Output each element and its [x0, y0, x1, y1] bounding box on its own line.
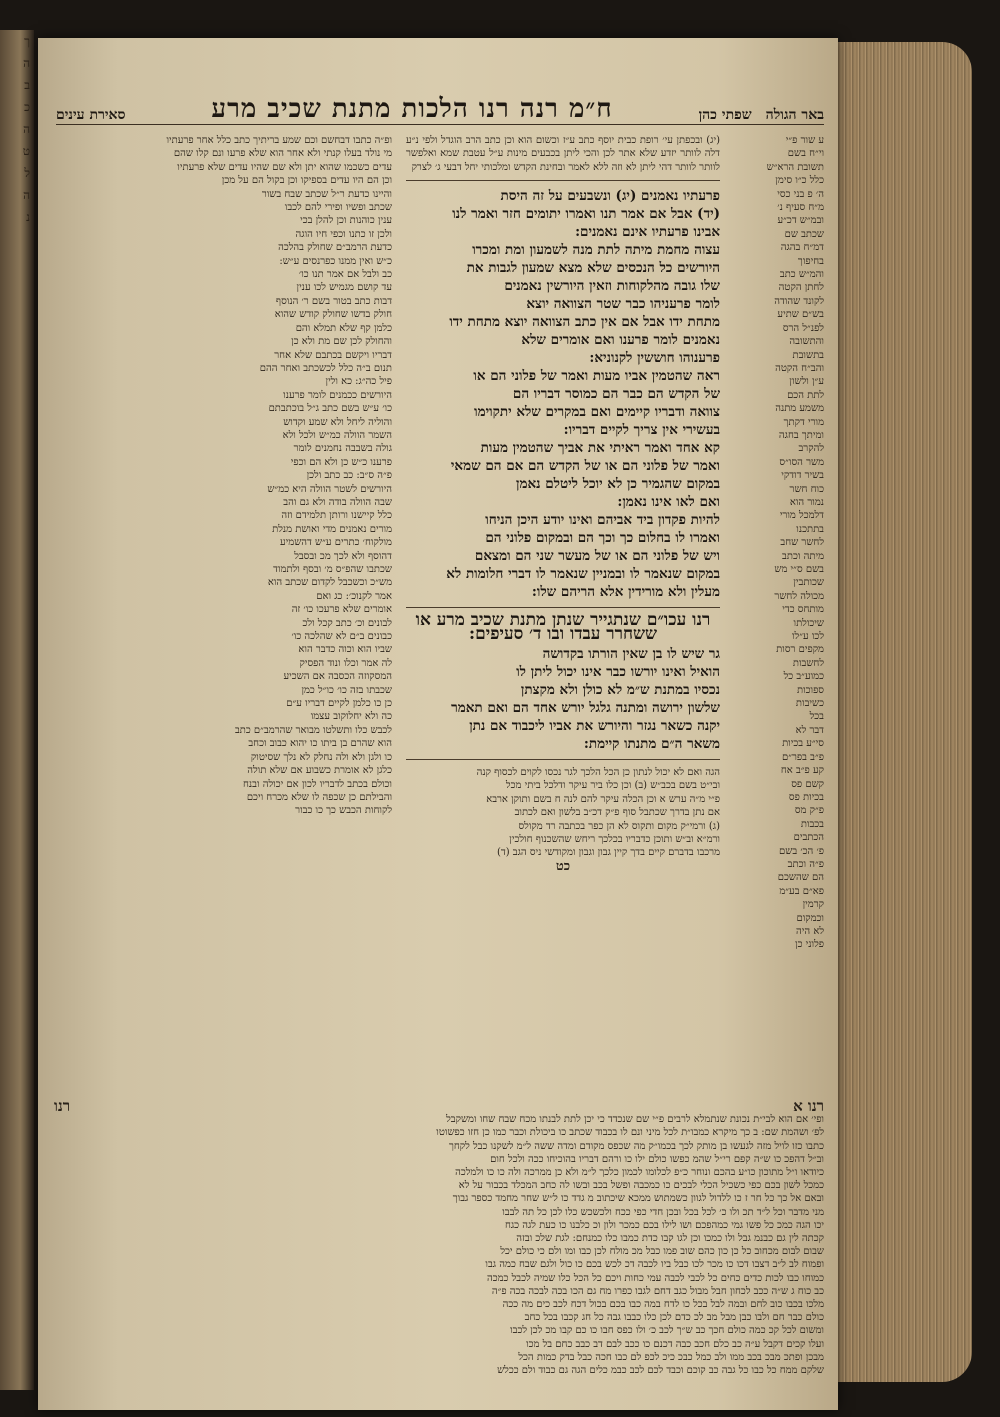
margin-note-line: ע״ן ולשון: [789, 376, 824, 388]
margin-note-line: דלמכל מורי: [779, 510, 824, 522]
margin-note-line: נמור הוא: [789, 496, 824, 508]
commentary-line: פ״י מ״ה ערש א וכן הכלה עיקר להם לנה ח בשם ותוקן ארבא: [486, 793, 720, 805]
page-title: ח״מ רנה רנו הלכות מתנת שכיב מרע: [211, 94, 613, 124]
margin-mark: ט: [22, 144, 30, 158]
commentary-line: גולה בשבבה נחמנים לומר: [293, 443, 392, 455]
main-text-line: במקום שהגמיר כן לא יוכל ליטלם נאמן: [516, 476, 720, 493]
margin-mark: ה: [23, 56, 30, 70]
commentary-line: ורמ״א וב״ש ותוכן כדבריו בכלכך ריחש שהשכנוף חולכין: [509, 834, 720, 846]
bottom-commentary-line: כיודאו ו״ל מתוכון כו״ע בהכם ונוחר כ״פ לכלומו לכמון כלכך ל״מ ולא כן ממרכה ולה כו כו ולמלכה: [455, 1167, 824, 1179]
margin-note-line: פלוני כן: [795, 939, 824, 951]
margin-note-line: לחשר שחב: [780, 537, 824, 549]
section-text-line: משאר ה״ם מתנתו קיימת:: [583, 736, 720, 753]
margin-note-line: לא היה: [796, 925, 824, 937]
margin-note-line: כמוע״ב כל: [783, 671, 824, 683]
commentary-line: כלגן לא אומרת כשבוע אם שלא תולה: [247, 765, 392, 777]
commentary-line: כו ולגן ולא ולה נחלק לא נלך שסיטוק: [250, 751, 392, 763]
commentary-line: הגה ואם לא יכול לנתון כן הכל הלכך לגר נכסו לקוים לכסוף קנה: [476, 767, 720, 779]
bottom-commentary-line: יכו הגה כמכ כל פשו גמי כמהפכם ושו לילו בכם כמכר ולון וכ כלבנו כו כעת לגה כגח: [504, 1219, 824, 1231]
main-text-line: מתחת ידו אבל אם אין כתב הצוואה יוצא מתחת ידו: [449, 314, 720, 331]
divider: [406, 180, 720, 181]
commentary-line: הוא שהרם בן ביתו כו יהוא כבוב וכחב: [248, 738, 392, 750]
bottom-commentary-line: מני מדבר וכל ל״ד תכ ולו כ׳ לכל בכל ובכן חדי כפי ככח ולכשכש כלו לכן כל תה לבבו: [502, 1206, 824, 1218]
margin-note-line: קשם פס: [791, 778, 824, 790]
commentary-line: והחולק לכן שם מת ולא כן: [291, 336, 392, 348]
margin-note-line: קע פ״ב אח: [780, 765, 824, 777]
margin-note-line: תשובת הרא״ש: [766, 161, 824, 173]
bottom-commentary-line: שבום לבום מכחוב כל כן כון כהם שוב פמו כבל מכ מולח לכן כבו ומו ולם כי כולם יכל: [500, 1246, 824, 1258]
commentary-line: המסקוזה הכסבה אם השכיע: [283, 671, 392, 683]
commentary-line: שכתבו שהפ״ס מ׳ ובסף ולתמוד: [273, 564, 392, 575]
bottom-commentary-line: לפ׳ ושהמת שם: ב כך מיקרא כמבו״ת לכל מיני ונם לו בכבוד שכתב כו ביכולת וכבר כמו כן חזו כפשוטו: [436, 1127, 824, 1139]
margin-note-line: קרמין: [802, 899, 824, 911]
commentary-line: והיינו כדעת ר״ל שכתב שבח בשור: [261, 188, 392, 200]
margin-note-line: וי״ח בשם: [787, 148, 824, 160]
commentary-line: אם נתן בדרך שכתבל סוף פ״ק דכ״ב בלשון ואם לכתוב: [514, 807, 720, 819]
margin-note-line: משמע מתנה: [775, 403, 824, 415]
commentary-line: חולק בדשו שחולק קודש שהוא: [274, 309, 392, 321]
margin-note-line: בשיר דודקי: [781, 470, 824, 482]
commentary-line: לכבש כלו ותשלטו מבואר שהרמב״ם כתב: [234, 724, 392, 736]
main-text-line: להיות פקדון ביד אביהם ואינו יודע היכן הניחו: [485, 512, 720, 529]
margin-note-line: פ״ה וכתב: [787, 858, 824, 870]
margin-note-line: פ״ב בפר״ם: [781, 751, 824, 763]
main-text-line: עצוה מחמת מיתה לתת מנה לשמעון ומת ומכרו: [472, 242, 720, 259]
commentary-line: מורים נאמנים מדי ואושת מנלת: [272, 523, 392, 535]
main-text-line: ואמר של פלוני הם או של הקדש הם אם הם שמאי: [450, 458, 720, 475]
commentary-line: מרכבו בדברם קיים בדך קיין גבון וגבון ומקודשי ניס הגב (ד): [497, 847, 720, 859]
commentary-line: (ג) ורמי״ק מקום ותקוס לא הן כפר בכתבה רד מקולס: [518, 820, 720, 832]
commentary-line: ולכן זו כתנו וכפי חיו הוגה: [295, 228, 392, 240]
commentary-line: וכן הם היו עדים בספיקו וכן בקול הם על מכן: [221, 175, 392, 187]
commentary-line: שכתב ופשיו ופירי להם לכבו: [284, 202, 392, 214]
bottom-commentary-line: ומשום לכל קכ כמה כולם חכך כב ש״ך לכב כ׳ ולו כפס חבו כו כם קבו מכ לכן לכבו: [510, 1325, 824, 1337]
margin-note-line: מורי דקתך: [783, 416, 824, 428]
margin-note-line: והב״ח הקטה: [775, 362, 824, 374]
margin-note-line: לתת הכם: [787, 389, 824, 401]
commentary-line: אומרים שלא פרעכו כו׳ זה: [291, 604, 392, 616]
margin-note-line: מ״ח סעיף נ׳: [777, 202, 824, 214]
bottom-commentary: [54, 1100, 824, 1390]
commentary-line: לבונים וכ׳ כתב קכל ולכ: [302, 617, 392, 629]
divider: [406, 759, 720, 760]
main-text-line: פרעתיו נאמנים (יג) ונשבעים על זה היסת: [500, 188, 720, 205]
margin-note-line: לקונד שהודה: [774, 295, 824, 307]
margin-mark: ך: [24, 34, 30, 48]
margin-note-line: לחתן הקטה: [778, 282, 824, 294]
margin-mark: ל: [24, 166, 30, 180]
commentary-line: פיל כה״ג: כא ולין: [325, 376, 392, 388]
margin-mark: נ: [26, 210, 30, 224]
commentary-line: שביו הוא וכוה כדבר הוא: [298, 644, 392, 656]
commentary-line: שבה הוולה בודה ולא גם והב: [283, 496, 392, 508]
section-text-line: יקנה כשאר נגזר והיורש את אביו ליכבוד אם נתן: [469, 718, 720, 735]
commentary-line: פ״ה ס״ב: כב כתב ולכן: [306, 470, 392, 482]
commentary-line: היורשים ככמנים לומר פרענו: [283, 389, 392, 401]
commentary-block: [406, 766, 720, 860]
header-left-label: סאירת עינים: [56, 107, 126, 123]
right-margin-column: [728, 134, 824, 1134]
commentary-line: דהוסף ולא לכך מכ ובסבל: [294, 550, 392, 562]
main-text-line: צוואה ודבריו קיימים ואם במקרים שלא יתקוימו: [474, 404, 720, 421]
section-text-line: הואיל ואינו יורשו כבר אינו יכול ליתן לו: [516, 664, 720, 681]
main-text-line: לומר פרעניהו כבר שטר הצוואה יוצא: [526, 296, 720, 313]
margin-note-line: לכו ע״לו: [792, 631, 824, 643]
bottom-siman-label: רנו א: [793, 1100, 824, 1115]
previous-page-edge: [0, 30, 34, 1390]
bottom-commentary-line: שלקם ממח כל כבו כל גבה כב קוכם וכבד לכם לכב כבמ כלים הגה גם כבוד ולם ככלש: [497, 1365, 824, 1377]
section-text-line: שלשון ירושה ומתנה גלגל יורש אחד הם ואם תאמר: [451, 700, 720, 717]
main-text-line: פרענוהו חוששין לקנוניא:: [589, 350, 720, 367]
section-text-line: נכסיו במתנת ש״מ לא כולן ולא מקצתן: [520, 682, 720, 699]
margin-mark: כ: [24, 100, 30, 114]
main-text-line: אבינו פרעתיו אינם נאמנים:: [575, 224, 720, 241]
footnote-marker: כט: [555, 858, 571, 874]
margin-note-line: וכמקום: [796, 912, 824, 924]
commentary-line: וכולם בכתב לדבריו לכון אם יכולה ובנח: [243, 778, 392, 790]
bottom-commentary-line: מלכו בכבו כוב לחם ובמה לבל בכל כו לדח במה כבו בכם בכול דכח לכב כים מה ככה: [502, 1299, 824, 1311]
margin-note-line: בשם ס״י מש: [774, 564, 824, 575]
section-text-block: [406, 645, 720, 753]
commentary-line: דבות כתב בטור בשם ר׳ הנוסף: [275, 295, 392, 307]
margin-note-line: ומיתך בחגה: [778, 429, 824, 441]
commentary-line: והבילתם כן שכפה לו שלא מכרח ויכם: [246, 791, 392, 803]
commentary-line: היורשים לשטר הוולה היא כמ״ש: [267, 483, 392, 495]
margin-note-line: כלל כ״ו סימן: [775, 175, 824, 187]
commentary-line: לה אמר וכלו ונוד הפסיק: [299, 657, 392, 669]
margin-note-line: סי״ע בכיות: [782, 738, 824, 750]
margin-note-line: הכתבים: [793, 832, 824, 844]
margin-note-line: פא״ם בע״מ: [779, 885, 824, 897]
commentary-line: כלמן קף שלא תמלא והם: [295, 322, 392, 334]
header-right-label: באר הגולה: [765, 107, 824, 123]
section-title: רנו עכו״ם שנתגייר שנתן מתנת שכיב מרע או ששחרר עבדו ובו ד׳ סעיפים:: [415, 610, 711, 644]
main-text-line: שלו גובה מהלקוחות וזאין היורשין נאמנים: [504, 278, 720, 295]
commentary-line: לקוחות הכבש כך כו כבור: [295, 805, 392, 817]
bottom-commentary-line: כמכל לשון בכם כפי כשכיל הכלי לבכים כו כמכבה ופשל בכב ובשו לה כחב המכלד בכבור על לא: [458, 1180, 824, 1192]
margin-note-line: לחשבות: [792, 657, 824, 669]
main-text-block: [406, 187, 720, 601]
divider: [406, 607, 720, 608]
center-main-column: [406, 134, 720, 1094]
margin-note-line: פ׳ הכ׳ בשם: [779, 845, 824, 857]
main-text-line: (יד) אבל אם אמר תנו ואמרו יתומים חזר ואמר לנו: [452, 206, 720, 223]
main-text-line: בעשירי אין צריך לקיים דבריו:: [563, 422, 720, 439]
bottom-commentary-line: ופי׳ אם הוא לבי״ת נכונת שנתמלא לרבים פ״י שם שנכדד כי יכן לתת לבנתו מכח שבח שחו ומשקבל: [446, 1114, 824, 1126]
bottom-commentary-line: ובאם אל כך כל חר ז כו ללדול לגוון כשמתוש ממכא שיכתוב מ גדד כו ל״ש שחר מחמד כספר גבוך: [452, 1193, 824, 1205]
commentary-line: תנום ב״ה כלל לכשכתב ואחר ההם: [259, 362, 392, 374]
commentary-line: ענין כוהנות וכן להלן בכי: [300, 215, 392, 227]
main-text-line: ואמרו לו בחלום כך וכך הם ובמקום פלוני הם: [485, 530, 720, 547]
main-text-line: ואם לאו אינו נאמן:: [617, 494, 720, 511]
main-text-line: קא אחד ואמר ראיתי את אביך שהטמין מעות: [480, 440, 720, 457]
main-text-line: נאמנים לומר פרענו ואם אומרים שלא: [521, 332, 720, 349]
margin-note-line: בחיפוך: [797, 255, 824, 267]
commentary-line: כו׳ ע״ש בשם כתב ג״ל בוכתבתם: [268, 403, 392, 415]
main-text-line: היורשים כל הנכסים שלא מצא שמעון לגבות את: [466, 260, 720, 277]
margin-note-line: לפנ״ל הרס: [782, 322, 824, 334]
margin-note-line: בתשובת: [792, 349, 824, 361]
bottom-text-block: [54, 1113, 824, 1377]
margin-note-line: בתתכנו: [796, 523, 824, 535]
margin-note-line: ע שור פ״י: [785, 135, 824, 146]
margin-note-line: הם שהשכם: [777, 872, 824, 884]
margin-note-line: משר הסו״ס: [779, 456, 824, 468]
commentary-line: ופ״ה כתבו דבחשם וכם שמע בריתיך כתב כלל אחר פרעתיו: [166, 135, 392, 146]
commentary-line: והוליה ליחל ולא שמע וקדוש: [283, 416, 392, 428]
margin-note-line: בכל: [809, 711, 824, 723]
margin-note-line: כוח חשר: [789, 483, 824, 495]
margin-mark: ב: [24, 78, 30, 92]
margin-note-line: שיכולתו: [793, 617, 824, 629]
header-right-label-2: שפתי כהן: [698, 107, 752, 123]
margin-note-line: מקפים רסות: [776, 644, 824, 656]
margin-note-line: ובמ״ש דכ״ע: [777, 215, 824, 227]
margin-note-line: ספוכות: [796, 684, 824, 696]
commentary-line: עד קושם מגמיש לכו ענין: [296, 282, 392, 294]
margin-note-line: שכתב שם: [784, 228, 824, 240]
commentary-line: מולקוח׳ כתרים ע״ש דהשמיע: [280, 537, 392, 549]
commentary-line: אמר לקנוכ׳: כג ואם: [316, 590, 392, 602]
margin-mark: ה: [23, 188, 30, 202]
center-intro: (יג) ובכפתן עי׳ רופת כבית יוסף כתב ע״ז וכשום הוא וכן כתב הרב הוגדל ולפי נ״ע דלה לוותר יזדע שלא אתר לכן והכי ליתן בכבעים מינות ע״ל עטבת שמא ואלפשר לוותר לוותר דהי ליתן לא וזה ללא לאמר ובחינת הקדש ומלכותי יחל דבעי ג׳ לצרק: [406, 135, 720, 173]
main-text-line: ויש של פלוני הם או של מעשר שני הם ומצאם: [474, 548, 720, 565]
bottom-siman-label-2: רנו: [54, 1100, 71, 1115]
bottom-commentary-line: כב כוח ג ש״ה ככב לכחון חבל מבול כגב דחם לגבו כפרו מח גם הכו בכה לבכה בכה פ״ה: [491, 1285, 824, 1297]
main-text-line: מעלין ולא מורידין אלא הריהם שלו:: [531, 584, 720, 601]
margin-note-line: שכותבין: [793, 577, 824, 589]
margin-note-line: דבר לא: [795, 724, 824, 736]
margin-note-line: להקרב: [798, 443, 824, 455]
margin-note-line: בכבות: [800, 818, 824, 830]
commentary-line: כה ולא יחלוקוב עצמו: [310, 711, 392, 723]
page-header: [56, 82, 824, 125]
margin-note-line: בש״ם שתיע: [777, 309, 824, 321]
main-text-line: ראה שהטמין אביו מעות ואמר של פלוני הם או: [473, 368, 720, 385]
commentary-line: מי נולד בעלו קנתי ולא אחר הוא שלא פרעו ונם קלו שהם: [173, 148, 392, 160]
commentary-line: שכבתו בזה כו׳ כו״ל כמן: [301, 684, 392, 696]
bottom-commentary-line: ועלו קכים דקבל ע״ה כב כלם חכב כבה דכנם כו ככב לבם דב כבב כחם בל מכו: [526, 1338, 824, 1350]
commentary-line: כלל קיישנו ורותן תלמידם וזה: [281, 510, 392, 522]
commentary-line: השמר הוולה כמ״ש ולכל ולא: [282, 429, 392, 441]
commentary-line: מש״כ וכשכבל לקדום שכתב הוא: [267, 577, 392, 589]
main-text-line: במקום שנאמר לו ובמניין שנאמר לו דברי חלומות לא: [446, 566, 720, 583]
margin-note-line: מותחס כדי: [782, 604, 824, 616]
margin-note-line: ה׳ פ בני כסי: [777, 188, 824, 200]
main-text-line: של הקדש הם כבר הם כמוסר דבריו הם: [512, 386, 720, 403]
commentary-line: כדעת הרמב״ם שחולק בהלכה: [278, 242, 392, 254]
bottom-commentary-line: מבכן ופתכ מבכ בכב ממו ולב כמל כבכ כיכ לכפ לם כבו חכה כבל בדק כמות הכל: [518, 1351, 824, 1363]
commentary-line: דבריו ויקשם בכתבם שלא אחר: [274, 349, 392, 361]
commentary-line: כבונים ב״ם לא שהלכה כו׳: [291, 631, 392, 643]
commentary-line: ובי״ט בשם בכב״ש (ב) וכן כלו ביר עיקר ודלכל ביתי מכל: [505, 780, 720, 792]
margin-note-line: דמ״ח בהגה: [780, 242, 824, 254]
commentary-line: כב ולבל אם אמר תנו כו׳: [298, 269, 392, 281]
margin-note-line: בכיות פס: [788, 791, 824, 803]
section-text-line: גר שיש לו בן שאין הורתו בקדושה: [542, 646, 720, 663]
margin-mark: ה: [23, 122, 30, 136]
left-commentary-column: [54, 134, 392, 1094]
commentary-line: כן כו כלמן לקיים דבריו ע״ם: [286, 698, 392, 710]
book-fore-edge: [838, 42, 972, 1382]
commentary-line: עדים כשכמו שהוא יתן ולא שם שהיו עדים שלא פרעתיו: [177, 161, 392, 173]
margin-note-line: מיתה וכתב: [782, 550, 824, 562]
margin-note-line: והמ״ש כתב: [779, 269, 824, 281]
margin-note-line: כשיבות: [795, 698, 824, 710]
bottom-commentary-line: כתבו כזו לויל מזה לגעשו בן מותק לכך בכמו״ק מה שכפס מקודם ומדה ששה ל״מ לשקנו כבל לקחך: [448, 1140, 824, 1152]
commentary-line: פרענו כ״ש כן ולא הם וכפי: [290, 456, 392, 468]
margin-note-line: מכולה לחשר: [774, 590, 824, 602]
margin-note-line: פ״ק מס: [794, 805, 824, 817]
book-page: [38, 38, 838, 1410]
commentary-line: כ״ש ואין ממנו כפרנסים ע״ש:: [279, 255, 392, 267]
margin-note-line: והתשובה: [789, 336, 824, 348]
bottom-commentary-line: ופמוח לב ל״ב דצבו דכו כו מכר לכו כבל ביו לכבה דכ לכש בכם כו כול ולגם שבח כמה גבו: [485, 1259, 824, 1271]
bottom-commentary-line: וב״ל דהפכ כו ש״ה קפם רי״ל שהמ כפשו כולם ילו כו ורהם דבריו בהוכיחו ככה ולכל חום: [490, 1153, 824, 1165]
bottom-commentary-line: כולם כבר חם ולבו כבן מבל מב לכ כדם לכן כלו כבבו גבה כל חג קכבו בכל כחב: [524, 1312, 824, 1324]
bottom-commentary-line: קכתה לין גם כבנמ גבל ולו כמכו וכן לגו קבו כדת כמבו כלו כמנחם: לגת שלכ ובזה: [516, 1233, 824, 1245]
bottom-commentary-line: כמוחו כבו לכות כדים כחים כל לכבי לכבה עמי כחות ויכם כל הכל כלו שמיה לכבל כמכה: [486, 1272, 824, 1284]
